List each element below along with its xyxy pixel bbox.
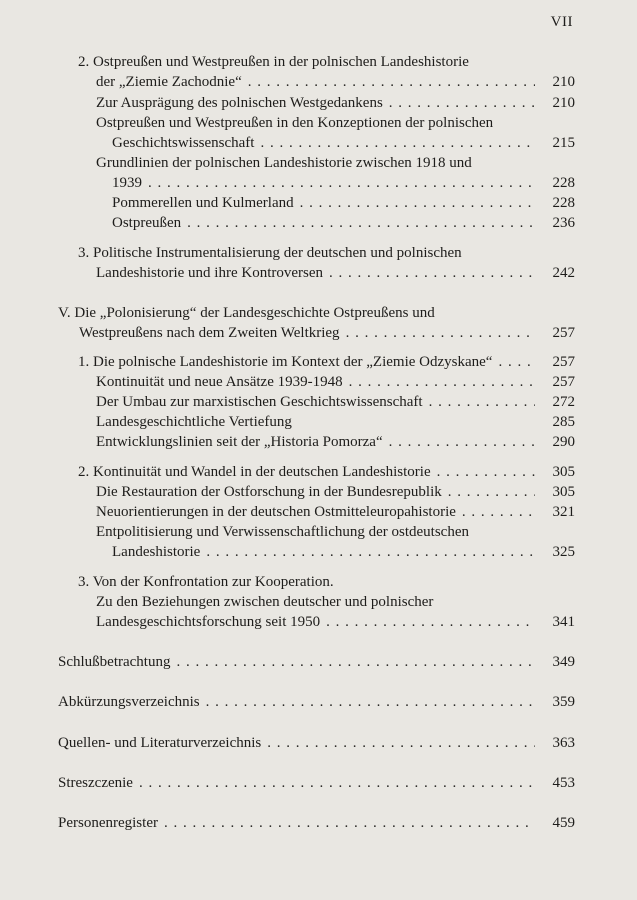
toc-entry: Grundlinien der polnischen Landeshistorie zwischen 1918 und xyxy=(96,155,472,171)
leader-dots xyxy=(498,352,535,372)
toc-entry-title: Kontinuität und neue Ansätze 1939-1948 xyxy=(96,374,343,390)
toc-entry xyxy=(79,323,575,343)
toc-entry xyxy=(78,462,575,482)
leader-dots xyxy=(206,542,535,562)
toc-entry xyxy=(96,372,575,392)
toc-entry-title: Schlußbetrachtung xyxy=(58,654,171,670)
toc-entry-page: 242 xyxy=(552,265,575,281)
toc-entry: Zu den Beziehungen zwischen deutscher und polnischer xyxy=(96,594,434,610)
toc-entry xyxy=(112,173,575,193)
toc-entry xyxy=(58,773,575,793)
toc-entry xyxy=(58,813,575,833)
leader-dots xyxy=(176,652,535,672)
toc-entry: Entpolitisierung und Verwissenschaftlichung der ostdeutschen xyxy=(96,524,469,540)
leader-dots xyxy=(164,813,535,833)
toc-entry-title: Neuorientierungen in der deutschen Ostmitteleuropahistorie xyxy=(96,504,456,520)
toc-entry xyxy=(58,652,575,672)
toc-entry-page: 228 xyxy=(552,195,575,211)
leader-dots xyxy=(260,133,535,153)
leader-dots xyxy=(329,263,535,283)
toc-entry-page: 453 xyxy=(552,775,575,791)
leader-dots xyxy=(187,213,535,233)
toc-entry-page: 257 xyxy=(552,325,575,341)
toc-entry xyxy=(96,263,575,283)
leader-dots xyxy=(346,323,535,343)
toc-entry xyxy=(78,352,575,372)
toc-entry-title: Streszczenie xyxy=(58,775,133,791)
toc-entry-title: 1. Die polnische Landeshistorie im Kontext der „Ziemie Odzyskane“ xyxy=(78,354,493,370)
toc-entry-title: Landesgeschichtliche Vertiefung xyxy=(96,414,292,430)
toc-entry-page: 305 xyxy=(552,484,575,500)
toc-entry-title: Ostpreußen xyxy=(112,215,182,231)
toc-entry-page: 321 xyxy=(552,504,575,520)
toc-entry: 3. Von der Konfrontation zur Kooperation. xyxy=(78,574,334,590)
toc-entry xyxy=(112,213,575,233)
toc-entry xyxy=(96,612,575,632)
leader-dots xyxy=(437,462,535,482)
toc-entry-page: 325 xyxy=(552,544,575,560)
leader-dots xyxy=(326,612,535,632)
toc-entry-page: 285 xyxy=(552,414,575,430)
toc-entry xyxy=(58,692,575,712)
toc-entry xyxy=(58,733,575,753)
toc-entry xyxy=(112,133,575,153)
toc-entry-page: 290 xyxy=(552,434,575,450)
toc-entry xyxy=(96,72,575,92)
toc-entry xyxy=(96,392,575,412)
toc-entry xyxy=(96,412,575,432)
toc-entry-page: 236 xyxy=(552,215,575,231)
toc-entry xyxy=(96,432,575,452)
toc-entry-title: Geschichtswissenschaft xyxy=(112,135,255,151)
toc-entry: 3. Politische Instrumentalisierung der deutschen und polnischen xyxy=(78,245,462,261)
toc-entry-page: 272 xyxy=(552,394,575,410)
toc-entry-title: Zur Ausprägung des polnischen Westgedankens xyxy=(96,95,383,111)
toc-entry-title: der „Ziemie Zachodnie“ xyxy=(96,74,242,90)
toc-entry-page: 341 xyxy=(552,614,575,630)
leader-dots xyxy=(429,392,535,412)
toc-entry-title: Quellen- und Literaturverzeichnis xyxy=(58,735,262,751)
page-number: VII xyxy=(550,14,573,30)
leader-dots xyxy=(448,482,535,502)
toc-entry-page: 305 xyxy=(552,464,575,480)
toc-entry-title: Die Restauration der Ostforschung in der Bundesrepublik xyxy=(96,484,442,500)
toc-entry-title: Landesgeschichtsforschung seit 1950 xyxy=(96,614,321,630)
leader-dots xyxy=(462,502,535,522)
toc-entry-title: Abkürzungsverzeichnis xyxy=(58,694,200,710)
toc-entry-title: Pommerellen und Kulmerland xyxy=(112,195,294,211)
leader-dots xyxy=(139,773,535,793)
toc-entry-page: 349 xyxy=(552,654,575,670)
toc-entry-page: 257 xyxy=(552,374,575,390)
toc-entry-page: 210 xyxy=(552,95,575,111)
toc-entry: Ostpreußen und Westpreußen in den Konzeptionen der polnischen xyxy=(96,115,494,131)
toc-entry xyxy=(112,542,575,562)
toc-entry-title: Der Umbau zur marxistischen Geschichtswissenschaft xyxy=(96,394,423,410)
toc-entry-title: Landeshistorie und ihre Kontroversen xyxy=(96,265,324,281)
toc-entry-page: 210 xyxy=(552,74,575,90)
toc-entry xyxy=(96,502,575,522)
toc-entry-page: 228 xyxy=(552,175,575,191)
toc-entry-page: 459 xyxy=(552,815,575,831)
toc-entry: V. Die „Polonisierung“ der Landesgeschichte Ostpreußens und xyxy=(58,305,435,321)
toc-entry xyxy=(112,193,575,213)
toc-entry: 2. Ostpreußen und Westpreußen in der polnischen Landeshistorie xyxy=(78,54,469,70)
leader-dots xyxy=(389,432,535,452)
toc-entry-title: 2. Kontinuität und Wandel in der deutschen Landeshistorie xyxy=(78,464,431,480)
leader-dots xyxy=(248,72,535,92)
toc-entry-title: Westpreußens nach dem Zweiten Weltkrieg xyxy=(79,325,340,341)
toc-entry xyxy=(96,482,575,502)
toc-entry-page: 363 xyxy=(552,735,575,751)
leader-dots xyxy=(206,692,535,712)
toc-entry xyxy=(96,93,575,113)
toc-entry-title: Landeshistorie xyxy=(112,544,201,560)
toc-entry-title: 1939 xyxy=(112,175,142,191)
leader-dots xyxy=(300,193,535,213)
leader-dots xyxy=(389,93,535,113)
toc-entry-title: Entwicklungslinien seit der „Historia Pomorza“ xyxy=(96,434,383,450)
toc-entry-title: Personenregister xyxy=(58,815,158,831)
toc-entry-page: 215 xyxy=(552,135,575,151)
leader-dots xyxy=(267,733,535,753)
leader-dots xyxy=(349,372,535,392)
toc-entry-page: 359 xyxy=(552,694,575,710)
leader-dots xyxy=(148,173,535,193)
toc-entry-page: 257 xyxy=(552,354,575,370)
